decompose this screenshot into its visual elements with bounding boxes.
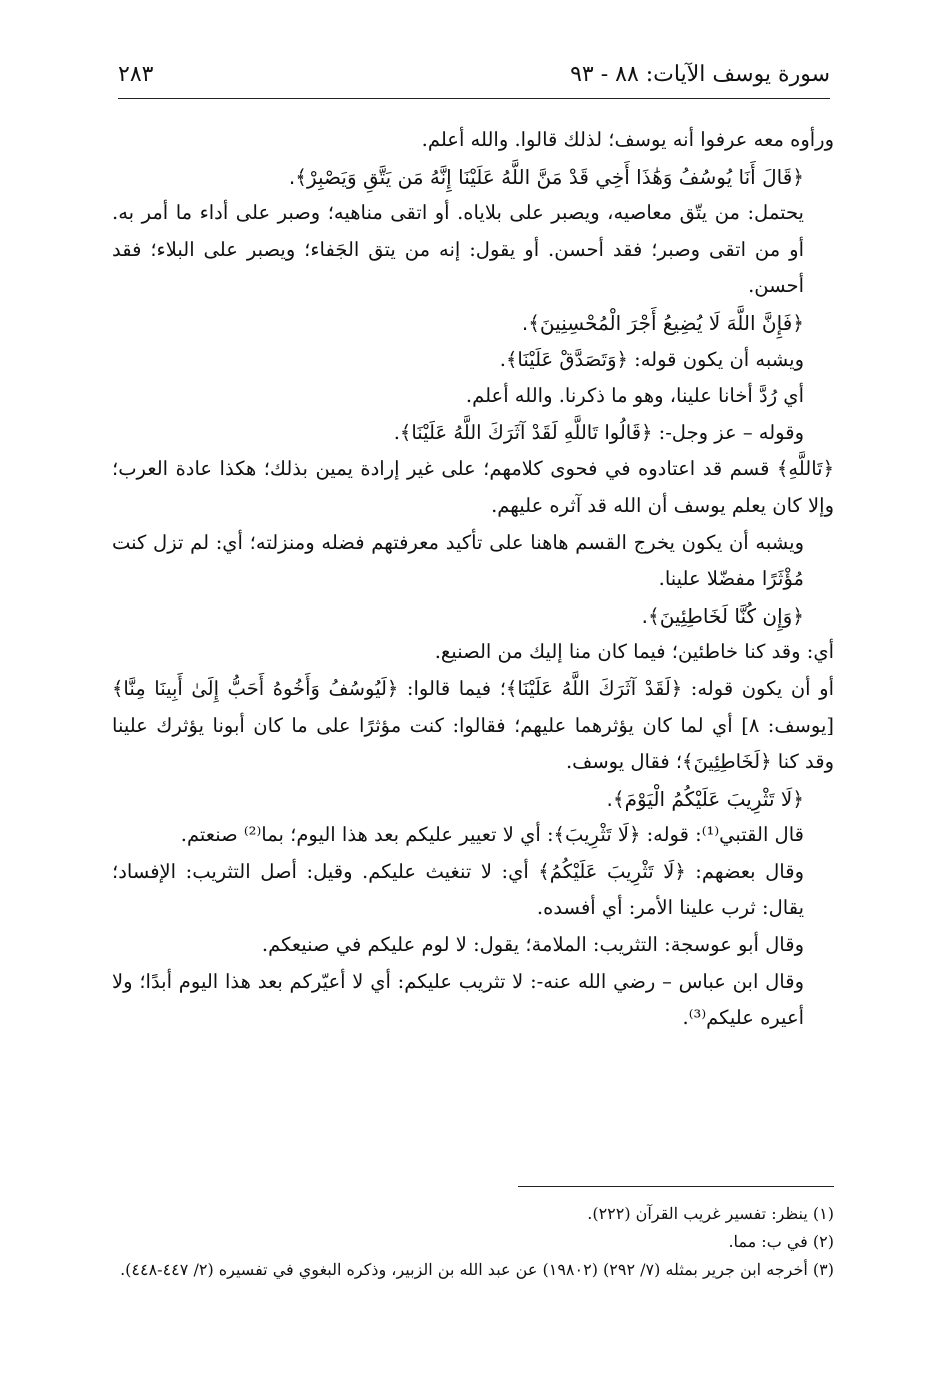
footnote-separator (518, 1186, 834, 1187)
quran-verse: ﴿وَإِن كُنَّا لَخَاطِئِينَ﴾. (641, 603, 804, 628)
paragraph: أي رُدَّ أخانا علينا، وهو ما ذكرنا. والله أعلم. (465, 384, 804, 408)
footnote: (٢) في ب: مما. (728, 1232, 834, 1251)
page-number: ٢٨٣ (118, 62, 154, 87)
paragraph: وقال ابن عباس – رضي الله عنه-: لا تثريب عليكم: أي لا أعيّركم بعد هذا اليوم أبدًا؛ ولا أعيره عليكم⁽³⁾. (112, 969, 804, 1030)
paragraph: وقال أبو عوسجة: التثريب: الملامة؛ يقول: لا لوم عليكم في صنيعكم. (261, 933, 804, 957)
paragraph: يحتمل: من يتّق معاصيه، ويصبر على بلاياه. أو اتقى مناهيه؛ وصبر على أداء ما أمر به. أو من اتقى وصبر؛ فقد أحسن. أو يقول: إنه من يتق الجَفاء؛ ويصبر على البلاء؛ فقد أحسن. (112, 201, 804, 298)
quran-verse: ﴿لَا تَثْرِيبَ عَلَيْكُمُ الْيَوْمَ﴾. (606, 786, 804, 811)
paragraph: ﴿تَاللَّهِ﴾ قسم قد اعتادوه في فحوى كلامهم؛ على غير إرادة يمين بذلك؛ هكذا عادة العرب؛ وإلا كان يعلم يوسف أن الله قد آثره عليهم. (112, 457, 834, 517)
main-text (112, 122, 834, 1037)
footnotes (112, 1200, 834, 1284)
paragraph: ورأوه معه عرفوا أنه يوسف؛ لذلك قالوا. والله أعلم. (421, 128, 834, 151)
paragraph: ويشبه أن يكون يخرج القسم هاهنا على تأكيد معرفتهم فضله ومنزلته؛ أي: لم تزل كنت مُؤْثَرًا مفضّلا علينا. (112, 530, 804, 591)
quran-verse: ﴿فَإِنَّ اللَّهَ لَا يُضِيعُ أَجْرَ الْمُحْسِنِينَ﴾. (521, 310, 804, 335)
paragraph: قال القتبي⁽¹⁾: قوله: ﴿لَا تَثْرِيبَ﴾: أي لا تعيير عليكم بعد هذا اليوم؛ بما⁽²⁾ صنعتم. (180, 823, 804, 847)
footnote: (٣) أخرجه ابن جرير بمثله (٧/ ٢٩٢) (١٩٨٠٢) عن عبد الله بن الزبير، وذكره البغوي في تفسيره (٢/ ٤٤٧-٤٤٨). (120, 1260, 834, 1279)
paragraph: ويشبه أن يكون قوله: ﴿وَتَصَدَّقْ عَلَيْنَا﴾. (499, 347, 804, 371)
footnote: (١) ينظر: تفسير غريب القرآن (٢٢٢). (587, 1204, 834, 1223)
quran-verse: ﴿قَالَ أَنَا يُوسُفُ وَهَٰذَا أَخِي قَدْ مَنَّ اللَّهُ عَلَيْنَا إِنَّهُ مَن يَتَّقِ وَيَصْبِرْ﴾. (288, 164, 804, 189)
paragraph: أي: وقد كنا خاطئين؛ فيما كان منا إليك من الصنيع. (434, 640, 834, 664)
running-title: سورة يوسف الآيات: ٨٨ - ٩٣ (570, 62, 830, 87)
paragraph: وقال بعضهم: ﴿لَا تَثْرِيبَ عَلَيْكُمُ﴾ أي: لا تنغيث عليكم. وقيل: أصل التثريب: الإفساد؛ يقال: ثرب علينا الأمر: أي أفسده. (112, 859, 804, 920)
paragraph: وقوله – عز وجل-: ﴿قَالُوا تَاللَّهِ لَقَدْ آثَرَكَ اللَّهُ عَلَيْنَا﴾. (393, 420, 804, 444)
page-header (118, 58, 830, 99)
paragraph: أو أن يكون قوله: ﴿لَقَدْ آثَرَكَ اللَّهُ عَلَيْنَا﴾؛ فيما قالوا: ﴿لَيُوسُفُ وَأَخُوهُ أَحَبُّ إِلَىٰ أَبِينَا مِنَّا﴾ [يوسف: ٨] أي لما كان يؤثرهما عليهم؛ فقالوا: كنت مؤثرًا على ما كان أبونا يؤثرك علينا وقد كنا ﴿لَخَاطِئِينَ﴾؛ فقال يوسف. (112, 676, 834, 774)
